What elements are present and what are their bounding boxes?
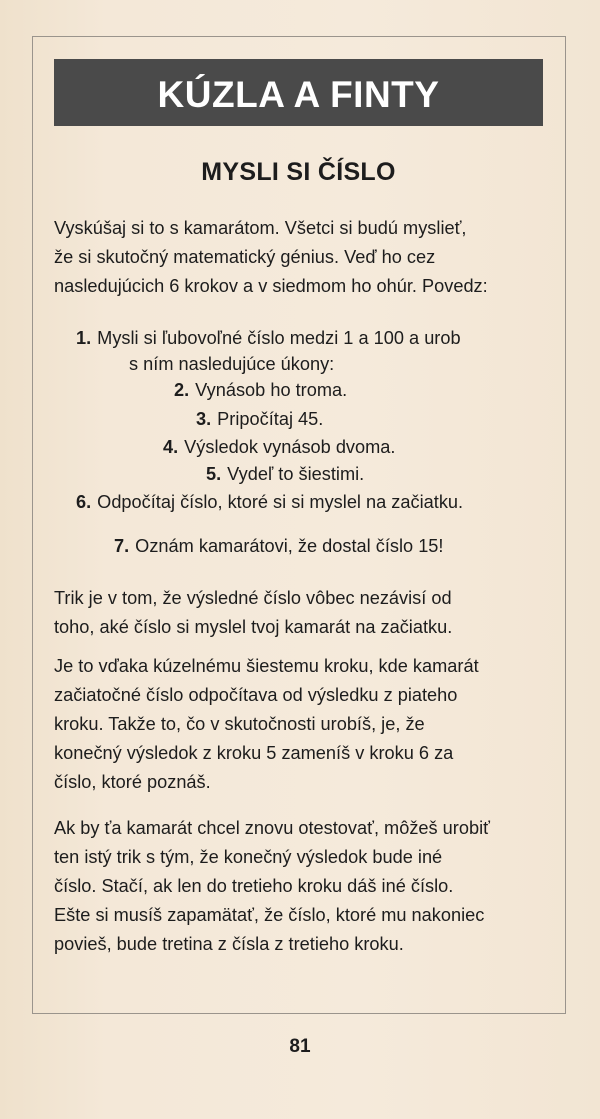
text-line: toho, aké číslo si myslel tvoj kamarát na začiatku. — [54, 617, 453, 637]
chapter-banner — [54, 59, 543, 126]
paragraph-explanation — [54, 652, 554, 797]
text-line: ten istý trik s tým, že konečný výsledok bude iné — [54, 847, 443, 867]
step-text: Pripočítaj 45. — [217, 409, 324, 429]
text-line: Ešte si musíš zapamätať, že číslo, ktoré mu nakoniec — [54, 905, 485, 925]
step-7 — [114, 533, 443, 559]
text-line: Ak by ťa kamarát chcel znovu otestovať, môžeš urobiť — [54, 818, 490, 838]
paragraph-variation — [54, 814, 554, 959]
step-1 — [76, 325, 461, 351]
step-5 — [206, 461, 364, 487]
step-1-continuation — [129, 351, 334, 377]
paragraph-trick — [54, 584, 554, 642]
text-line: číslo. Stačí, ak len do tretieho kroku dáš iné číslo. — [54, 876, 454, 896]
text-line: nasledujúcich 6 krokov a v siedmom ho ohúr. Povedz: — [54, 276, 488, 296]
step-text: Vydeľ to šiestimi. — [227, 464, 365, 484]
text-line: Trik je v tom, že výsledné číslo vôbec nezávisí od — [54, 588, 452, 608]
step-2 — [174, 377, 347, 403]
text-line: Vyskúšaj si to s kamarátom. Všetci si budú myslieť, — [54, 218, 467, 238]
text-line: Je to vďaka kúzelnému šiestemu kroku, kde kamarát — [54, 656, 479, 676]
step-number: 6. — [76, 492, 92, 512]
text-line: začiatočné číslo odpočítava od výsledku z piateho — [54, 685, 458, 705]
step-number: 7. — [114, 536, 130, 556]
page-number: 81 — [289, 1036, 311, 1057]
step-number: 2. — [174, 380, 190, 400]
intro-paragraph — [54, 214, 554, 301]
step-number: 4. — [163, 437, 179, 457]
text-line: že si skutočný matematický génius. Veď ho cez — [54, 247, 436, 267]
text-line: číslo, ktoré poznáš. — [54, 772, 211, 792]
step-4 — [163, 434, 395, 460]
step-text: Výsledok vynásob dvoma. — [184, 437, 396, 457]
step-number: 1. — [76, 328, 92, 348]
step-text: Mysli si ľubovoľné číslo medzi 1 a 100 a urob — [97, 328, 461, 348]
chapter-title: KÚZLA A FINTY — [157, 73, 440, 115]
step-text: Odpočítaj číslo, ktoré si si myslel na začiatku. — [97, 492, 464, 512]
step-3 — [196, 406, 323, 432]
step-6 — [76, 489, 463, 515]
step-number: 5. — [206, 464, 222, 484]
section-title: MYSLI SI ČÍSLO — [201, 158, 396, 186]
text-line: povieš, bude tretina z čísla z tretieho kroku. — [54, 934, 404, 954]
step-number: 3. — [196, 409, 212, 429]
step-text: s ním nasledujúce úkony: — [129, 354, 335, 374]
step-text: Oznám kamarátovi, že dostal číslo 15! — [135, 536, 444, 556]
text-line: kroku. Takže to, čo v skutočnosti urobíš, je, že — [54, 714, 425, 734]
text-line: konečný výsledok z kroku 5 zameníš v kroku 6 za — [54, 743, 454, 763]
step-text: Vynásob ho troma. — [195, 380, 348, 400]
